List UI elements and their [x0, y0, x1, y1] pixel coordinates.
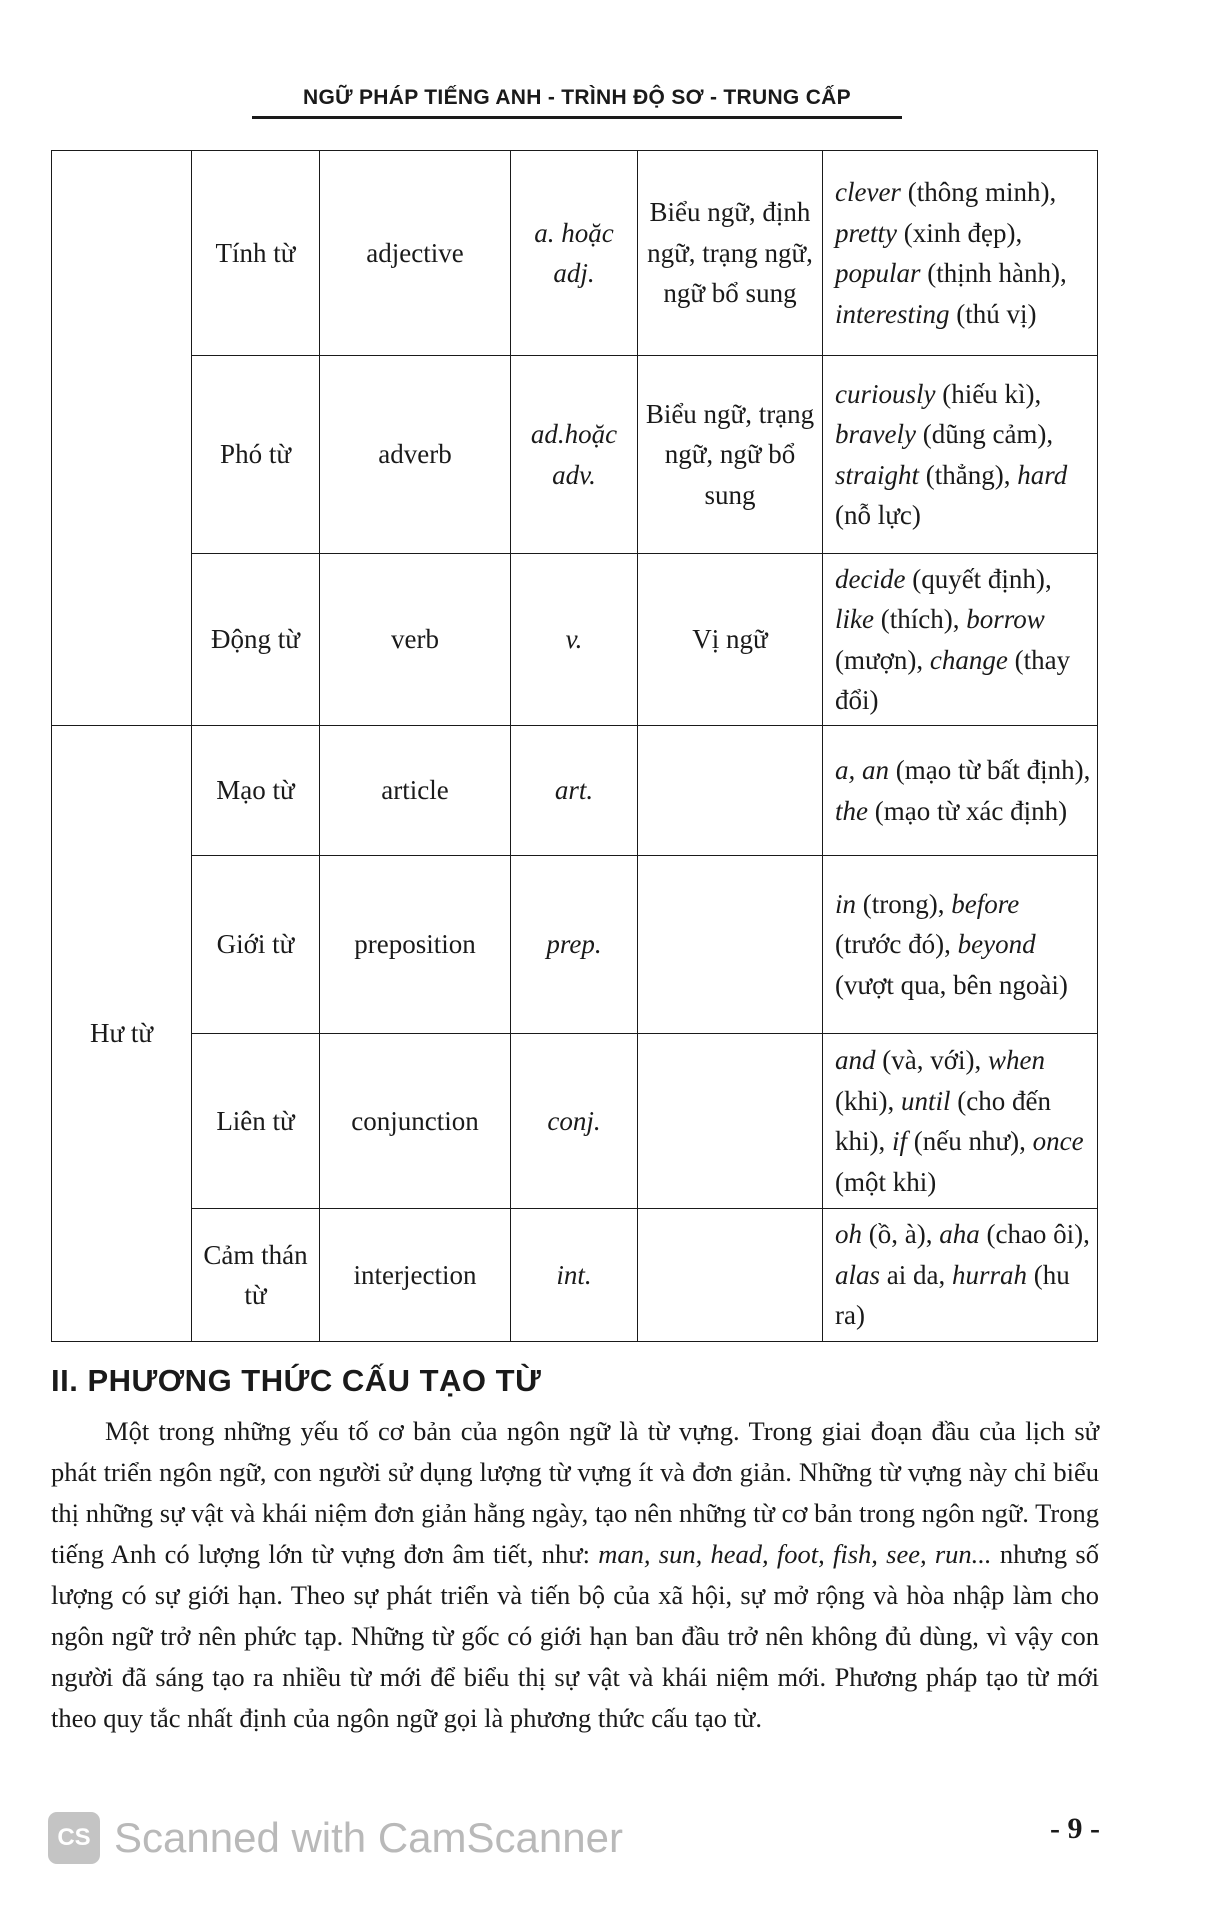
parts-of-speech-table — [51, 150, 1098, 1342]
english-term: verb — [320, 554, 511, 726]
paragraph-text-1: Một trong những yếu tố cơ bản của ngôn ngữ là từ vựng. Trong giai đoạn đầu của lịch sử phát triển ngôn ngữ, con người sử dụng lượng từ vựng ít và đơn giản. Những từ vựng này chỉ biểu thị những sự vật và khái niệm đơn giản hằng ngày, tạo nên những từ cơ bản trong ngôn ngữ. Trong tiếng Anh có lượng lớn từ vựng đơn âm tiết, như: — [51, 1416, 1099, 1569]
examples-cell: curiously (hiếu kì), bravely (dũng cảm), straight (thẳng), hard (nỗ lực) — [823, 356, 1098, 554]
abbreviation: ad.hoặc adv. — [511, 356, 638, 554]
sentence-function — [638, 856, 823, 1034]
example-meaning: (nỗ lực) — [835, 500, 921, 530]
example-word: in — [835, 888, 857, 919]
example-meaning: (quyết định) — [912, 563, 1045, 594]
example-meaning: (thông minh) — [907, 177, 1050, 207]
paragraph-example-words: man, sun, head, foot, fish, see, run... — [598, 1539, 992, 1569]
sentence-function — [638, 1209, 823, 1342]
example-meaning: (thay đổi) — [835, 644, 1071, 715]
table-row — [52, 356, 1098, 554]
abbreviation: art. — [511, 726, 638, 856]
example-word: interesting — [835, 298, 950, 329]
example-word: pretty — [835, 217, 897, 248]
examples-cell: and (và, với), when (khi), until (cho đến khi), if (nếu như), once (một khi) — [823, 1034, 1098, 1209]
example-word: a, an — [835, 755, 889, 785]
example-word: hard — [1017, 459, 1068, 490]
example-meaning: (thịnh hành) — [927, 258, 1060, 288]
example-meaning: (một khi) — [835, 1166, 937, 1197]
abbreviation: prep. — [511, 856, 638, 1034]
word-class-name: Cảm thán từ — [192, 1209, 320, 1342]
example-meaning: ai da — [886, 1259, 939, 1290]
abbreviation: v. — [511, 554, 638, 726]
table-row — [52, 726, 1098, 856]
example-meaning: (dũng cảm) — [922, 419, 1047, 449]
table-row — [52, 1209, 1098, 1342]
example-meaning: (thích) — [880, 604, 953, 634]
example-word: until — [900, 1085, 951, 1116]
example-word: decide — [835, 563, 906, 594]
english-term: conjunction — [320, 1034, 511, 1209]
example-meaning: (chao ôi) — [986, 1219, 1084, 1250]
example-meaning: (cho đến khi) — [835, 1085, 1051, 1156]
example-meaning: (mạo từ xác định) — [874, 795, 1068, 826]
example-meaning: (mượn) — [835, 644, 917, 675]
example-word: straight — [835, 459, 920, 490]
word-class-name: Động từ — [192, 554, 320, 726]
examples-cell: decide (quyết định), like (thích), borrow (mượn), change (thay đổi) — [823, 554, 1098, 726]
example-word: popular — [835, 258, 921, 288]
example-word: beyond — [957, 929, 1036, 960]
abbreviation: int. — [511, 1209, 638, 1342]
examples-cell: in (trong), before (trước đó), beyond (vượt qua, bên ngoài) — [823, 856, 1098, 1034]
english-term: adverb — [320, 356, 511, 554]
abbreviation: conj. — [511, 1034, 638, 1209]
examples-cell: clever (thông minh), pretty (xinh đẹp), popular (thịnh hành), interesting (thú vị) — [823, 151, 1098, 356]
sentence-function — [638, 1034, 823, 1209]
word-class-name: Phó từ — [192, 356, 320, 554]
example-word: aha — [939, 1219, 980, 1250]
example-meaning: (hiếu kì) — [942, 378, 1035, 409]
example-word: before — [951, 888, 1020, 919]
running-header: NGỮ PHÁP TIẾNG ANH - TRÌNH ĐỘ SƠ - TRUNG CẤP — [252, 86, 902, 119]
examples-cell: a, an (mạo từ bất định), the (mạo từ xác định) — [823, 726, 1098, 856]
example-meaning: (trong) — [862, 888, 938, 919]
example-meaning: (ồ, à) — [868, 1219, 926, 1250]
english-term: article — [320, 726, 511, 856]
example-word: clever — [835, 177, 901, 207]
abbreviation: a. hoặc adj. — [511, 151, 638, 356]
paragraph-text-2: nhưng số lượng có sự giới hạn. Theo sự phát triển và tiến bộ của xã hội, sự mở rộng và hòa nhập làm cho ngôn ngữ trở nên phức tạp. Những từ gốc có giới hạn ban đầu trở nên không đủ dùng, vì vậy con người đã sáng tạo ra nhiều từ mới để biểu thị sự vật và khái niệm mới. Phương pháp tạo từ mới theo quy tắc nhất định của ngôn ngữ gọi là phương thức cấu tạo từ. — [51, 1539, 1099, 1733]
section-heading: II. PHƯƠNG THỨC CẤU TẠO TỪ — [51, 1363, 542, 1398]
example-meaning: (thẳng) — [925, 459, 1004, 490]
group-cell-empty — [52, 151, 192, 726]
camscanner-logo-icon: CS — [48, 1812, 100, 1864]
example-meaning: (và, với) — [882, 1045, 975, 1075]
example-word: like — [835, 604, 874, 634]
example-meaning: (vượt qua, bên ngoài) — [835, 969, 1068, 1000]
sentence-function: Biểu ngữ, định ngữ, trạng ngữ, ngữ bổ sung — [638, 151, 823, 356]
camscanner-watermark — [48, 1812, 623, 1864]
example-word: hurrah — [952, 1259, 1028, 1290]
example-meaning: (trước đó) — [835, 929, 945, 960]
watermark-text: Scanned with CamScanner — [114, 1814, 623, 1861]
table-row — [52, 554, 1098, 726]
example-word: the — [835, 795, 868, 826]
example-word: oh — [835, 1219, 862, 1250]
example-meaning: (thú vị) — [956, 298, 1037, 329]
example-word: when — [988, 1045, 1045, 1075]
example-meaning: (mạo từ bất định) — [895, 755, 1084, 785]
section-paragraph — [51, 1411, 1099, 1739]
example-word: bravely — [835, 419, 916, 449]
example-word: and — [835, 1045, 876, 1075]
example-meaning: (khi) — [835, 1085, 888, 1116]
table-row — [52, 151, 1098, 356]
examples-cell: oh (ồ, à), aha (chao ôi), alas ai da, hurrah (hu ra) — [823, 1209, 1098, 1342]
example-meaning: (xinh đẹp) — [903, 217, 1016, 248]
example-word: curiously — [835, 378, 936, 409]
word-class-name: Tính từ — [192, 151, 320, 356]
word-class-name: Giới từ — [192, 856, 320, 1034]
sentence-function: Biểu ngữ, trạng ngữ, ngữ bổ sung — [638, 356, 823, 554]
example-word: borrow — [966, 604, 1045, 634]
table-row — [52, 856, 1098, 1034]
example-word: alas — [835, 1259, 881, 1290]
example-word: change — [929, 644, 1008, 675]
english-term: adjective — [320, 151, 511, 356]
example-word: once — [1032, 1126, 1084, 1156]
page-number: - 9 - — [1050, 1812, 1100, 1845]
word-class-name: Mạo từ — [192, 726, 320, 856]
table-row — [52, 1034, 1098, 1209]
example-meaning: (hu ra) — [835, 1259, 1070, 1331]
sentence-function: Vị ngữ — [638, 554, 823, 726]
example-meaning: (nếu như) — [913, 1126, 1020, 1156]
english-term: interjection — [320, 1209, 511, 1342]
english-term: preposition — [320, 856, 511, 1034]
sentence-function — [638, 726, 823, 856]
word-class-name: Liên từ — [192, 1034, 320, 1209]
group-cell: Hư từ — [52, 726, 192, 1342]
example-word: if — [892, 1126, 908, 1156]
